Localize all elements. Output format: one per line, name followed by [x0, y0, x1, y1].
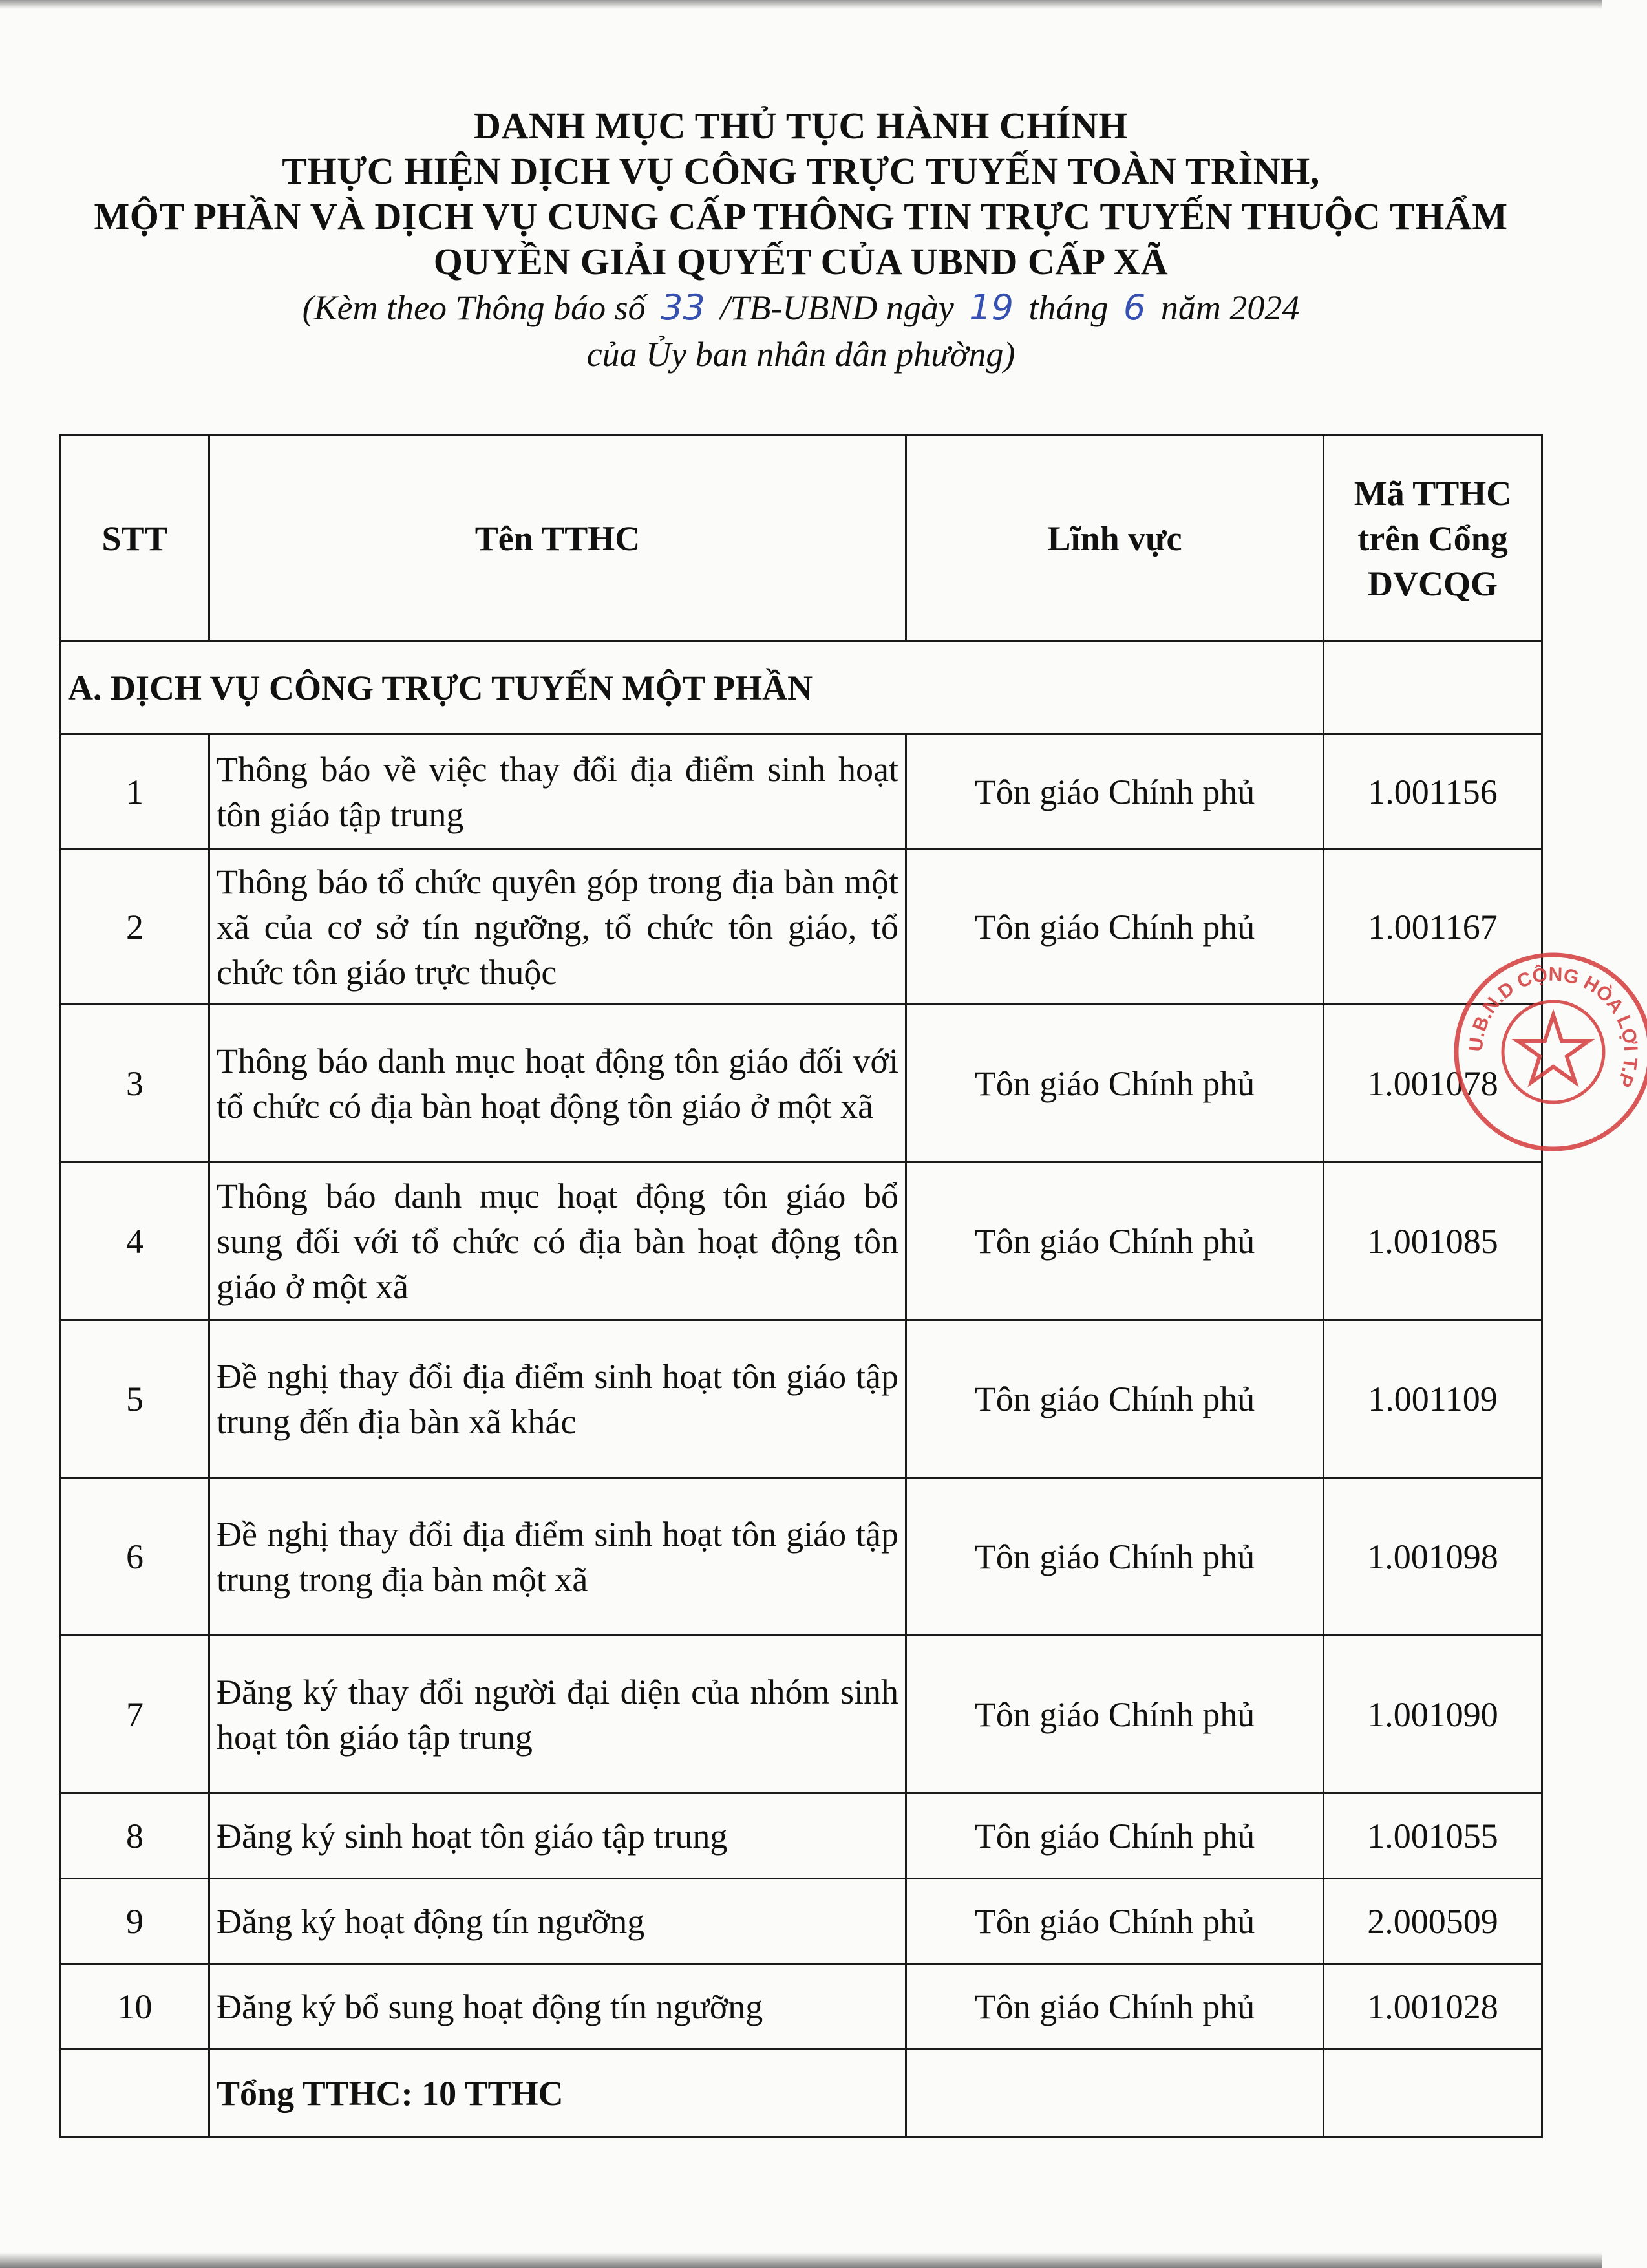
header-code-line-2: trên Cổng — [1357, 519, 1508, 558]
table-row — [61, 1320, 1542, 1478]
title-line-3: MỘT PHẦN VÀ DỊCH VỤ CUNG CẤP THÔNG TIN TRỰC TUYẾN THUỘC THẨM — [94, 195, 1508, 237]
section-row — [61, 641, 1542, 734]
subtitle-month-label: tháng — [1028, 288, 1109, 327]
table-row — [61, 1879, 1542, 1964]
row-name: Đề nghị thay đổi địa điểm sinh hoạt tôn giáo tập trung đến địa bàn xã khác — [209, 1320, 906, 1478]
row-code: 1.001109 — [1324, 1320, 1542, 1478]
table-row — [61, 1964, 1542, 2049]
table-row — [61, 850, 1542, 1005]
title-line-4: QUYỀN GIẢI QUYẾT CỦA UBND CẤP XÃ — [433, 241, 1169, 283]
header-code-line-3: DVCQG — [1368, 564, 1498, 603]
row-stt: 9 — [61, 1879, 209, 1964]
row-stt: 10 — [61, 1964, 209, 2049]
row-name: Đăng ký thay đổi người đại diện của nhóm sinh hoạt tôn giáo tập trung — [209, 1636, 906, 1793]
header-stt: STT — [61, 436, 209, 641]
row-stt: 1 — [61, 734, 209, 850]
handwritten-day: 19 — [969, 287, 1014, 328]
total-empty-code — [1324, 2049, 1542, 2137]
subtitle-mid: /TB-UBND ngày — [720, 288, 954, 327]
row-name: Thông báo tổ chức quyên góp trong địa bàn một xã của cơ sở tín ngưỡng, tổ chức tôn giáo, tổ chức tôn giáo trực thuộc — [209, 850, 906, 1005]
row-code: 1.001078 — [1324, 1005, 1542, 1162]
subtitle-line-1 — [0, 284, 1602, 331]
section-a-title: A. DỊCH VỤ CÔNG TRỰC TUYẾN MỘT PHẦN — [61, 641, 1324, 734]
row-stt: 6 — [61, 1478, 209, 1636]
header-name: Tên TTHC — [209, 436, 906, 641]
row-name: Đề nghị thay đổi địa điểm sinh hoạt tôn giáo tập trung trong địa bàn một xã — [209, 1478, 906, 1636]
total-count: Tổng TTHC: 10 TTHC — [209, 2049, 906, 2137]
row-stt: 2 — [61, 850, 209, 1005]
seal-text: U.B.N.D CỘNG HÒA LỢI T.P — [1465, 963, 1642, 1090]
table-row — [61, 1636, 1542, 1793]
table-row — [61, 1793, 1542, 1879]
row-name: Thông báo danh mục hoạt động tôn giáo bổ sung đối với tổ chức có địa bàn hoạt động tôn giáo ở một xã — [209, 1162, 906, 1320]
row-field: Tôn giáo Chính phủ — [906, 1636, 1324, 1793]
section-empty-cell — [1324, 641, 1542, 734]
row-code: 2.000509 — [1324, 1879, 1542, 1964]
total-empty-field — [906, 2049, 1324, 2137]
star-icon — [1518, 1015, 1589, 1082]
subtitle-year: năm 2024 — [1160, 288, 1300, 327]
row-name: Đăng ký sinh hoạt tôn giáo tập trung — [209, 1793, 906, 1879]
handwritten-number: 33 — [661, 287, 705, 328]
scan-edge-bottom — [0, 2252, 1602, 2268]
table-row — [61, 734, 1542, 850]
row-code: 1.001028 — [1324, 1964, 1542, 2049]
tthc-table — [59, 434, 1543, 2138]
document-header — [0, 103, 1602, 378]
row-stt: 8 — [61, 1793, 209, 1879]
header-field: Lĩnh vực — [906, 436, 1324, 641]
official-seal — [1434, 932, 1647, 1171]
row-code: 1.001098 — [1324, 1478, 1542, 1636]
row-stt: 5 — [61, 1320, 209, 1478]
row-name: Đăng ký hoạt động tín ngưỡng — [209, 1879, 906, 1964]
scan-edge-top — [0, 0, 1602, 9]
row-field: Tôn giáo Chính phủ — [906, 1320, 1324, 1478]
row-name: Thông báo về việc thay đổi địa điểm sinh hoạt tôn giáo tập trung — [209, 734, 906, 850]
row-field: Tôn giáo Chính phủ — [906, 734, 1324, 850]
subtitle-line-2: của Ủy ban nhân dân phường) — [586, 335, 1015, 374]
row-stt: 3 — [61, 1005, 209, 1162]
row-code: 1.001167 — [1324, 850, 1542, 1005]
row-field: Tôn giáo Chính phủ — [906, 1005, 1324, 1162]
row-stt: 4 — [61, 1162, 209, 1320]
table-row — [61, 1478, 1542, 1636]
row-code: 1.001156 — [1324, 734, 1542, 850]
row-code: 1.001090 — [1324, 1636, 1542, 1793]
title-line-2: THỰC HIỆN DỊCH VỤ CÔNG TRỰC TUYẾN TOÀN TRÌNH, — [282, 150, 1320, 192]
row-field: Tôn giáo Chính phủ — [906, 850, 1324, 1005]
table-header-row — [61, 436, 1542, 641]
total-row — [61, 2049, 1542, 2137]
row-field: Tôn giáo Chính phủ — [906, 1162, 1324, 1320]
total-empty-stt — [61, 2049, 209, 2137]
table-row — [61, 1162, 1542, 1320]
row-field: Tôn giáo Chính phủ — [906, 1478, 1324, 1636]
row-field: Tôn giáo Chính phủ — [906, 1879, 1324, 1964]
handwritten-month: 6 — [1123, 287, 1146, 328]
table-row — [61, 1005, 1542, 1162]
row-name: Đăng ký bổ sung hoạt động tín ngưỡng — [209, 1964, 906, 2049]
header-code — [1324, 436, 1542, 641]
row-field: Tôn giáo Chính phủ — [906, 1793, 1324, 1879]
row-code: 1.001055 — [1324, 1793, 1542, 1879]
row-stt: 7 — [61, 1636, 209, 1793]
row-field: Tôn giáo Chính phủ — [906, 1964, 1324, 2049]
row-code: 1.001085 — [1324, 1162, 1542, 1320]
subtitle-prefix: (Kèm theo Thông báo số — [302, 288, 646, 327]
title-line-1: DANH MỤC THỦ TỤC HÀNH CHÍNH — [474, 105, 1128, 147]
header-code-line-1: Mã TTHC — [1354, 473, 1512, 513]
row-name: Thông báo danh mục hoạt động tôn giáo đối với tổ chức có địa bàn hoạt động tôn giáo ở một xã — [209, 1005, 906, 1162]
